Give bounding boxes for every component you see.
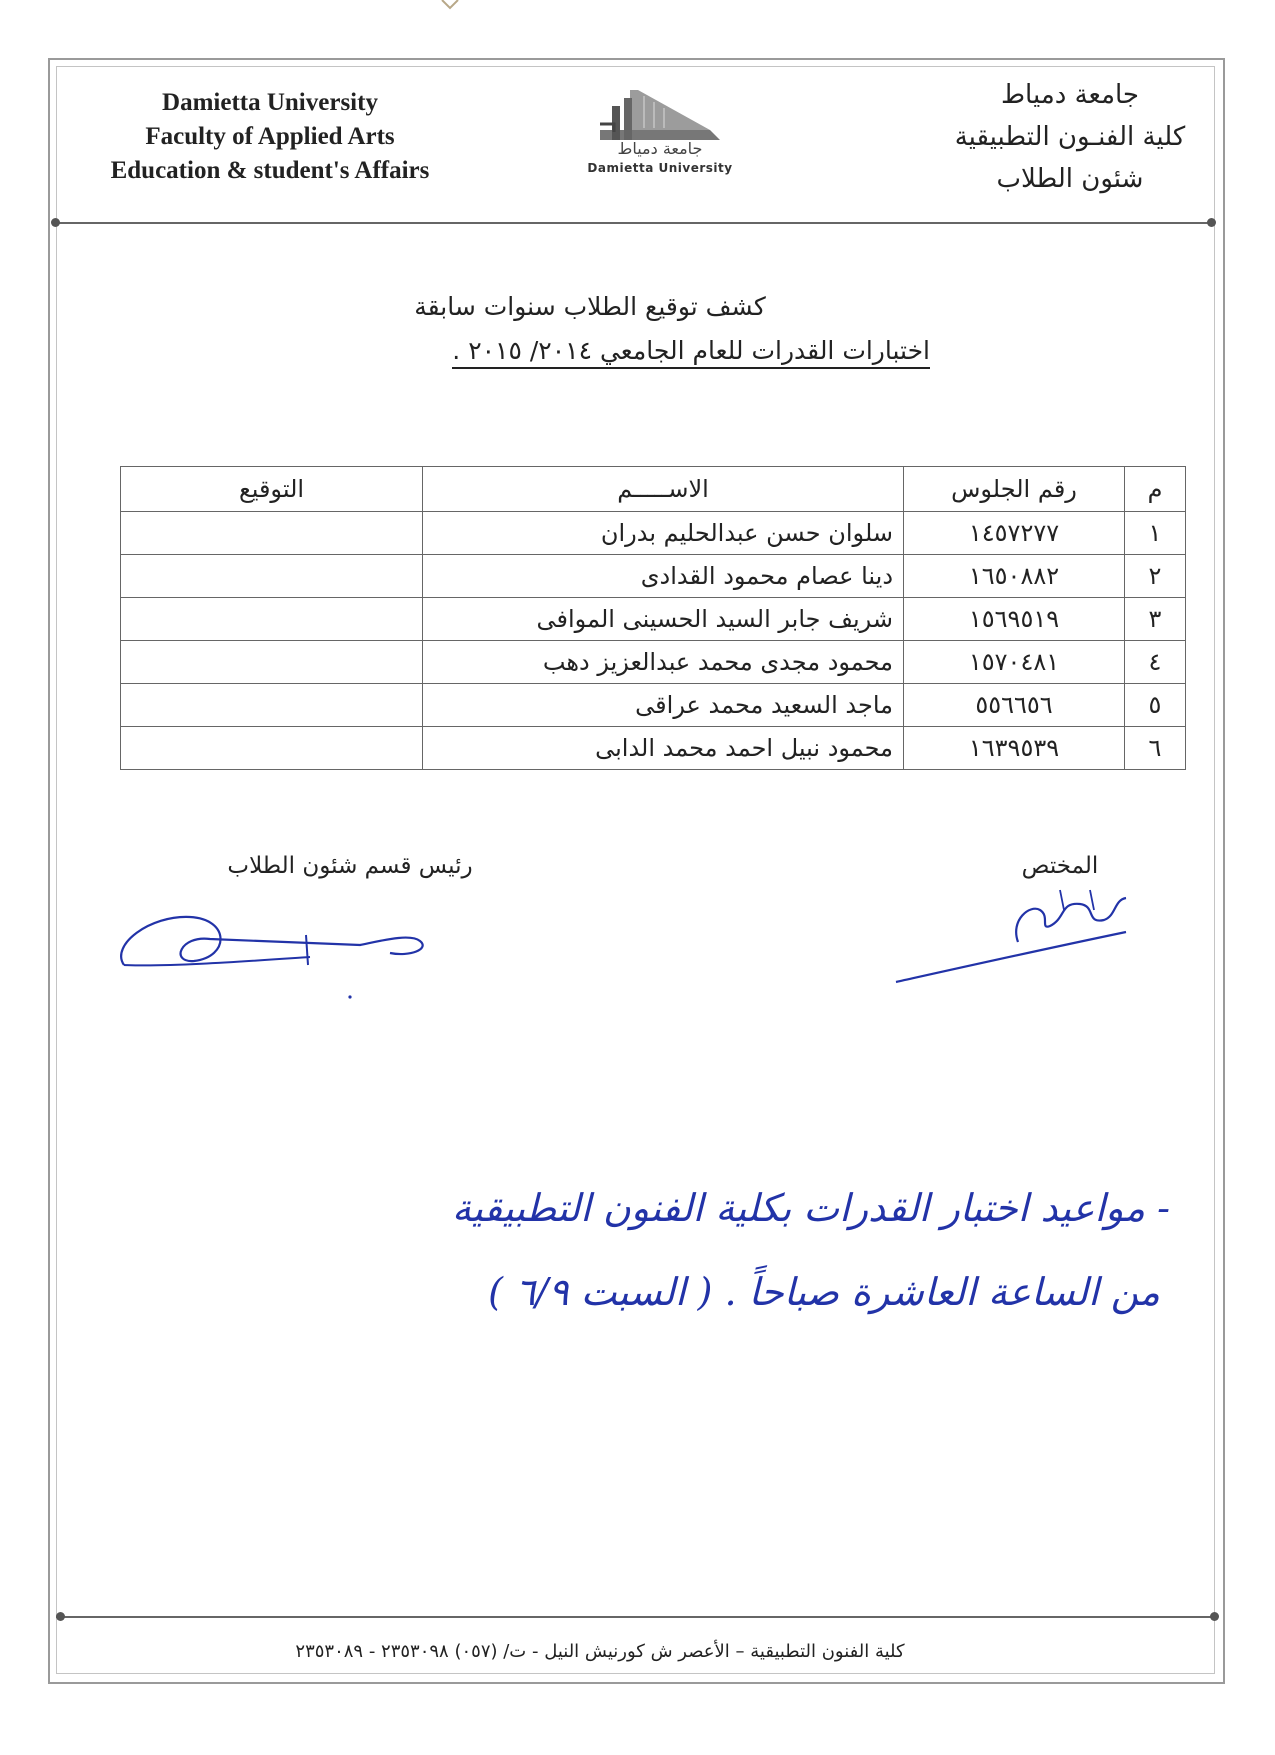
document-title: كشف توقيع الطلاب سنوات سابقة [414, 292, 766, 321]
row-name: محمود نبيل احمد محمد الدابى [423, 727, 904, 770]
row-seat: ١٦٥٠٨٨٢ [904, 555, 1125, 598]
row-num: ٢ [1125, 555, 1186, 598]
row-num: ٥ [1125, 684, 1186, 727]
head-of-affairs-label: رئيس قسم شئون الطلاب [227, 853, 473, 879]
row-name: محمود مجدى محمد عبدالعزيز دهب [423, 641, 904, 684]
head-signature-icon [110, 905, 440, 1005]
logo-text-ar: جامعة دمياط [617, 139, 703, 158]
row-signature [121, 598, 423, 641]
row-seat: ١٤٥٧٢٧٧ [904, 512, 1125, 555]
divider-dot [51, 218, 60, 227]
faculty-name-ar: كلية الفنـون التطبيقية [954, 122, 1186, 152]
row-seat: ١٥٦٩٥١٩ [904, 598, 1125, 641]
row-name: دينا عصام محمود القدادى [423, 555, 904, 598]
row-name: شريف جابر السيد الحسينى الموافى [423, 598, 904, 641]
header-divider [56, 222, 1213, 224]
row-num: ٦ [1125, 727, 1186, 770]
handwritten-note-line2: من الساعة العاشرة صباحاً . ( السبت ٦/٩ ) [488, 1270, 1160, 1314]
handwritten-note-line1: - مواعيد اختبار القدرات بكلية الفنون التطبيقية [452, 1186, 1170, 1230]
logo-text-en: Damietta University [587, 161, 733, 175]
row-num: ٤ [1125, 641, 1186, 684]
footer-address: كلية الفنون التطبيقية – الأعصر ش كورنيش النيل - ت/ (٠٥٧) ٢٣٥٣٠٩٨ - ٢٣٥٣٠٨٩ [295, 1641, 905, 1662]
row-signature [121, 727, 423, 770]
arabic-header [930, 74, 1210, 200]
specialist-signature-icon [890, 880, 1150, 990]
col-header-name: الاســـــم [423, 467, 904, 512]
department-name-ar: شئون الطلاب [996, 164, 1144, 194]
pen-mark-icon [440, 0, 460, 10]
row-signature [121, 641, 423, 684]
row-num: ١ [1125, 512, 1186, 555]
col-header-num: م [1125, 467, 1186, 512]
row-seat: ١٥٧٠٤٨١ [904, 641, 1125, 684]
row-name: سلوان حسن عبدالحليم بدران [423, 512, 904, 555]
row-seat: ٥٥٦٦٥٦ [904, 684, 1125, 727]
table-row [121, 555, 1186, 598]
divider-dot [56, 1612, 65, 1621]
row-num: ٣ [1125, 598, 1186, 641]
department-name-en: Education & student's Affairs [110, 157, 430, 184]
row-name: ماجد السعيد محمد عراقى [423, 684, 904, 727]
table-row [121, 512, 1186, 555]
col-header-signature: التوقيع [121, 467, 423, 512]
row-signature [121, 555, 423, 598]
row-signature [121, 512, 423, 555]
table-row [121, 684, 1186, 727]
divider-dot [1210, 1612, 1219, 1621]
table-header-row [121, 467, 1186, 512]
document-subtitle: اختبارات القدرات للعام الجامعي ٢٠١٤/ ٢٠١٥ . [340, 336, 930, 365]
faculty-name-en: Faculty of Applied Arts [145, 123, 395, 150]
row-signature [121, 684, 423, 727]
table-row [121, 641, 1186, 684]
footer-divider [56, 1616, 1213, 1618]
english-header [70, 86, 470, 188]
specialist-label: المختص [1021, 853, 1099, 879]
student-table [120, 466, 1186, 770]
table-row [121, 727, 1186, 770]
col-header-seat: رقم الجلوس [904, 467, 1125, 512]
university-name-ar: جامعة دمياط [1001, 80, 1139, 110]
table-row [121, 598, 1186, 641]
university-name-en: Damietta University [162, 89, 378, 116]
row-seat: ١٦٣٩٥٣٩ [904, 727, 1125, 770]
divider-dot [1207, 218, 1216, 227]
